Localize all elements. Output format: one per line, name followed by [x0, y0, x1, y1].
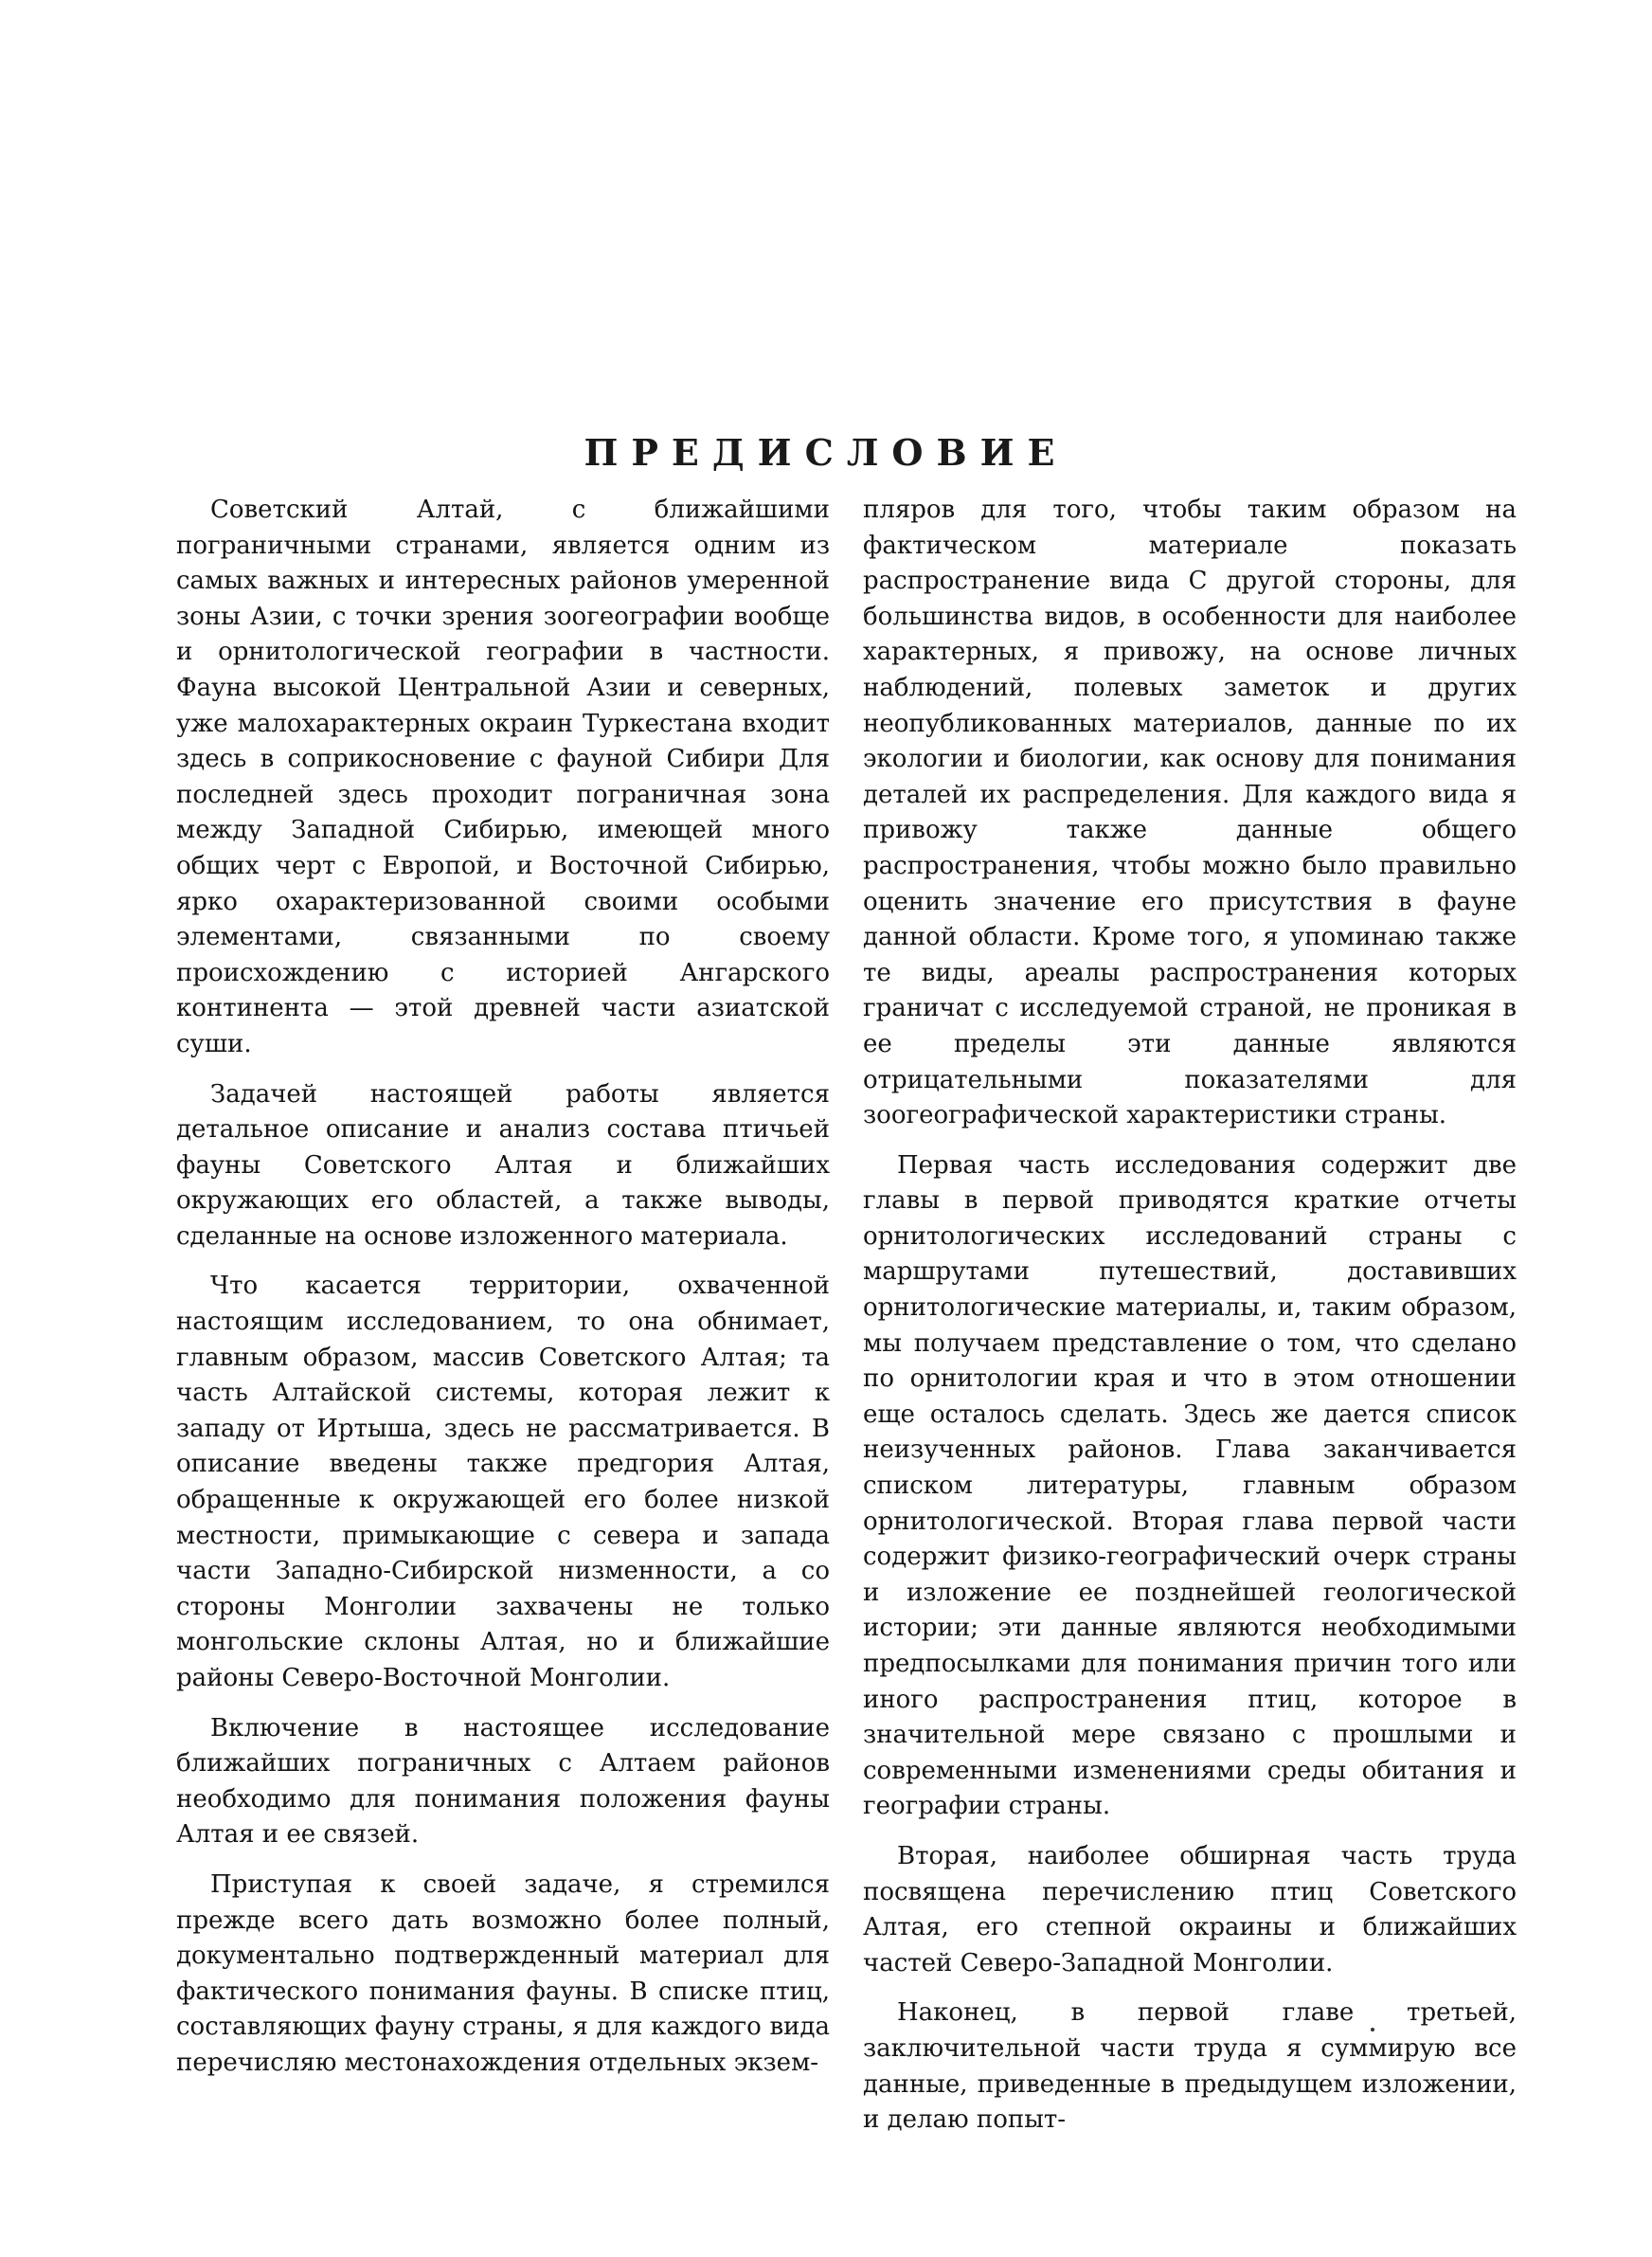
paragraph: Первая часть исследования содержит две главы в первой приводятся краткие отчеты орнитологических исследований страны с маршрутами путешествий, доставивших орнитологические материалы, и, таким образом, мы получаем представление о том, что сделано по орнитологии края и что в этом отношении еще осталось сделать. Здесь же дается список неизученных районов. Глава заканчивается списком литературы, главным образом орнитологической. Вторая глава первой части содержит физико-географический очерк страны и изложение ее позднейшей геологической истории; эти данные являются необходимыми предпосылками для понимания причин того или иного распространения птиц, которое в значительной мере связано с прошлыми и современными изменениями среды обитания и географии страны.: [863, 1150, 1517, 1821]
paragraph-continued: пляров для того, чтобы таким образом на фактическом материале показать распространение вида С другой стороны, для большинства видов, в особенности для наиболее характерных, я привожу, на основе личных наблюдений, полевых заметок и других неопубликованных материалов, данные по их экологии и биологии, как основу для понимания деталей их распределения. Для каждого вида я привожу также данные общего распространения, чтобы можно было правильно оценить значение его присутствия в фауне данной области. Кроме того, я упоминаю также те виды, ареалы распространения которых граничат с исследуемой страной, не проникая в ее пределы эти данные являются отрицательными показателями для зоогеографической характеристики страны.: [863, 496, 1517, 1130]
page-title: ПРЕДИСЛОВИЕ: [584, 431, 1068, 475]
paragraph: Задачей настоящей работы является детальное описание и анализ состава птичьей фауны Советского Алтая и ближайших окружающих его областей, а также выводы, сделанные на основе изложенного материала.: [176, 1079, 830, 1251]
paragraph: Вторая, наиболее обширная часть труда посвящена перечислению птиц Советского Алтая, его степной окраины и ближайших частей Северо-Западной Монголии.: [863, 1841, 1517, 1977]
paragraph: Приступая к своей задаче, я стремился прежде всего дать возможно более полный, документально подтвержденный материал для фактического понимания фауны. В списке птиц, составляющих фауну страны, я для каждого вида перечисляю местонахождения отдельных экзем-: [176, 1869, 830, 2077]
paragraph: Наконец, в первой главе третьей, заключительной части труда я суммирую все данные, приведенные в предыдущем изложении, и делаю попыт-: [863, 1998, 1517, 2135]
left-column: [176, 493, 830, 2082]
paragraph: Что касается территории, охваченной настоящим исследованием, то она обнимает, главным образом, массив Советского Алтая; та часть Алтайской системы, которая лежит к западу от Иртыша, здесь не рассматривается. В описание введены также предгория Алтая, обращенные к окружающей его более низкой местности, примыкающие с севера и запада части Западно-Сибирской низменности, а со стороны Монголии захвачены не только монгольские склоны Алтая, но и ближайшие районы Северо-Восточной Монголии.: [176, 1272, 830, 1692]
paragraph: Советский Алтай, с ближайшими пограничными странами, является одним из самых важных и интересных районов умеренной зоны Азии, с точки зрения зоогеографии вообще и орнитологической географии в частности. Фауна высокой Центральной Азии и северных, уже малохарактерных окраин Туркестана входит здесь в соприкосновение с фауной Сибири Для последней здесь проходит пограничная зона между Западной Сибирью, имеющей много общих черт с Европой, и Восточной Сибирью, ярко охарактеризованной своими особыми элементами, связанными по своему происхождению с историей Ангарского континента — этой древней части азиатской суши.: [176, 496, 830, 1058]
right-column: [863, 493, 1517, 2139]
scan-speck: [1371, 2028, 1374, 2031]
paragraph: Включение в настоящее исследование ближайших пограничных с Алтаем районов необходимо для понимания положения фауны Алтая и ее связей.: [176, 1713, 830, 1850]
